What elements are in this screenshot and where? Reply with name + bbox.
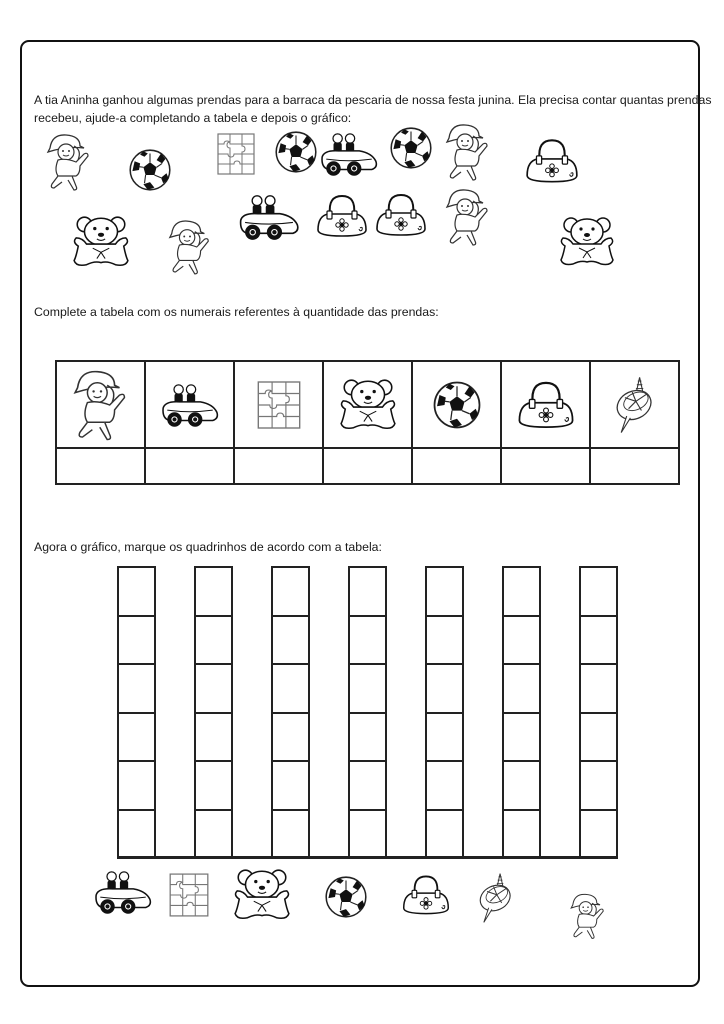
handbag-icon [515,376,577,434]
graph-prompt: Agora o gráfico, marque os quadrinhos de acordo com a tabela: [34,540,382,554]
answer-cell-teddy-bear[interactable] [323,448,412,484]
car-icon [236,192,302,242]
doll-icon [568,886,608,946]
graph-cell[interactable] [579,663,618,714]
graph-cell[interactable] [425,615,464,666]
teddy-bear-icon [557,216,617,268]
graph-cell[interactable] [348,712,387,763]
graph-cell[interactable] [425,566,464,617]
graph-cell[interactable] [117,760,156,811]
graph-cell[interactable] [194,615,233,666]
puzzle-icon [216,132,256,176]
answer-cell-spinning-top[interactable] [590,448,679,484]
doll-icon [443,186,493,248]
graph-cell[interactable] [425,809,464,860]
table-answer-row [56,448,679,484]
doll-icon [70,368,132,442]
puzzle-icon [168,872,210,918]
table-header-puzzle [234,361,323,448]
graph-cell[interactable] [348,809,387,860]
graph-column-teddy-bear [271,566,310,857]
graph-column-car [117,566,156,857]
answer-cell-doll[interactable] [56,448,145,484]
answer-cell-car[interactable] [145,448,234,484]
graph-cell[interactable] [194,760,233,811]
table-header-ball [412,361,501,448]
graph-cell[interactable] [194,663,233,714]
table-header-handbag [501,361,590,448]
graph-cell[interactable] [117,809,156,860]
graph-cell[interactable] [579,712,618,763]
graph-cell[interactable] [348,566,387,617]
graph-column-handbag [425,566,464,857]
graph-cell[interactable] [425,712,464,763]
graph-cell[interactable] [502,809,541,860]
bar-graph-grid [117,566,617,859]
graph-cell[interactable] [579,566,618,617]
answer-cell-puzzle[interactable] [234,448,323,484]
answer-cell-ball[interactable] [412,448,501,484]
graph-cell[interactable] [117,663,156,714]
graph-cell[interactable] [271,615,310,666]
graph-cell[interactable] [502,615,541,666]
graph-cell[interactable] [502,760,541,811]
graph-cell[interactable] [117,615,156,666]
graph-column-spinning-top [502,566,541,857]
graph-cell[interactable] [271,809,310,860]
ball-icon [274,130,318,174]
graph-cell[interactable] [579,809,618,860]
spinning-top-icon [474,872,518,924]
table-picture-row [56,361,679,448]
handbag-icon [373,192,429,238]
graph-cell[interactable] [348,615,387,666]
graph-cell[interactable] [348,760,387,811]
graph-cell[interactable] [194,566,233,617]
graph-cell[interactable] [502,566,541,617]
graph-cell[interactable] [194,809,233,860]
graph-cell[interactable] [271,663,310,714]
table-header-car [145,361,234,448]
graph-cell[interactable] [579,760,618,811]
graph-cell[interactable] [271,712,310,763]
prize-count-table [55,360,680,485]
spinning-top-icon [612,371,658,439]
graph-cell[interactable] [348,663,387,714]
graph-column-doll [579,566,618,857]
table-header-spinning-top [590,361,679,448]
teddy-bear-icon [337,377,399,433]
doll-icon [443,122,493,182]
graph-cell[interactable] [502,663,541,714]
car-icon [92,867,154,917]
graph-cell[interactable] [502,712,541,763]
graph-cell[interactable] [579,615,618,666]
teddy-bear-icon [70,215,132,269]
doll-icon [44,132,94,192]
handbag-icon [523,138,581,184]
intro-line-1: A tia Aninha ganhou algumas prendas para a barraca da pescaria de nossa festa junina. Ela precisa contar quantas prendas [34,93,712,107]
car-icon [318,130,380,178]
table-header-teddy-bear [323,361,412,448]
graph-cell[interactable] [117,566,156,617]
graph-cell[interactable] [117,712,156,763]
graph-column-puzzle [194,566,233,857]
ball-icon [389,126,433,170]
graph-cell[interactable] [425,663,464,714]
graph-cell[interactable] [271,566,310,617]
teddy-bear-icon [231,867,293,923]
doll-icon [166,218,214,276]
table-prompt: Complete a tabela com os numerais referentes à quantidade das prendas: [34,305,439,319]
puzzle-icon [256,374,302,436]
answer-cell-handbag[interactable] [501,448,590,484]
car-icon [159,380,221,430]
graph-cell[interactable] [271,760,310,811]
table-header-doll [56,361,145,448]
graph-cell[interactable] [425,760,464,811]
handbag-icon [400,868,452,922]
graph-cell[interactable] [194,712,233,763]
ball-icon [324,875,368,919]
ball-icon [432,380,482,430]
handbag-icon [314,193,370,239]
graph-column-ball [348,566,387,857]
intro-line-2: recebeu, ajude-a completando a tabela e depois o gráfico: [34,111,352,125]
ball-icon [128,148,172,192]
